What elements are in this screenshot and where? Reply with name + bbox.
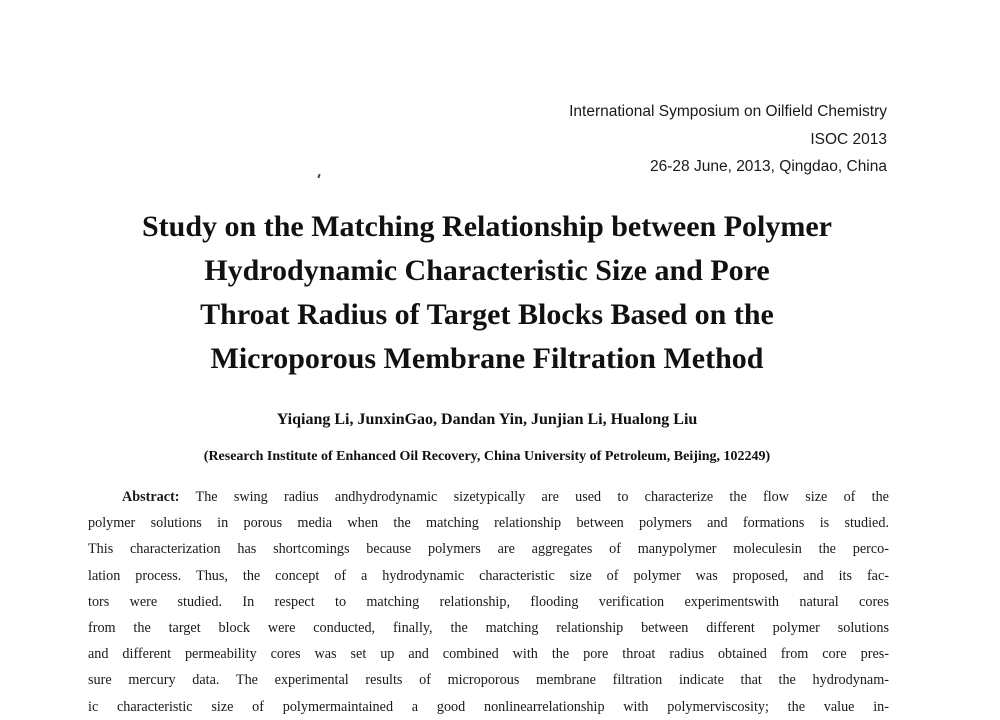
abstract-line: tors were studied. In respect to matching relationship, flooding verification experimentswith natural cores — [88, 593, 889, 610]
conference-abbreviation: ISOC 2013 — [810, 130, 887, 148]
title-line: Hydrodynamic Characteristic Size and Pore — [204, 254, 770, 287]
abstract-line: from the target block were conducted, finally, the matching relationship between different polymer solutions — [88, 619, 889, 636]
conference-date-location: 26-28 June, 2013, Qingdao, China — [650, 158, 887, 175]
author-list: Yiqiang Li, JunxinGao, Dandan Yin, Junjian Li, Hualong Liu — [276, 411, 698, 428]
author-affiliation: (Research Institute of Enhanced Oil Recovery, China University of Petroleum, Beijing, 102249) — [203, 449, 771, 464]
abstract-line: polymer solutions in porous media when the matching relationship between polymers and formations is studied. — [88, 515, 889, 532]
conference-name: International Symposium on Oilfield Chemistry — [569, 103, 887, 120]
abstract-line-text: The swing radius andhydrodynamic sizetypically are used to characterize the flow size of the — [195, 489, 889, 505]
abstract-line: sure mercury data. The experimental results of microporous membrane filtration indicate that the hydrodynam- — [88, 672, 889, 689]
paper-title — [80, 205, 894, 381]
abstract-line: and different permeability cores was set up and combined with the pore throat radius obtained from core pres- — [88, 646, 889, 663]
abstract-line — [88, 484, 889, 510]
abstract-line: ic characteristic size of polymermaintained a good nonlinearrelationship with polymerviscosity; the value in- — [88, 698, 889, 715]
conference-header — [569, 98, 887, 181]
abstract-line: This characterization has shortcomings because polymers are aggregates of manypolymer moleculesin the perco- — [88, 541, 889, 558]
title-line: Throat Radius of Target Blocks Based on the — [200, 298, 774, 331]
abstract-section — [88, 484, 889, 720]
abstract-label: Abstract: — [122, 489, 180, 505]
scan-artifact-mark — [317, 174, 320, 178]
title-line: Study on the Matching Relationship between Polymer — [142, 210, 832, 243]
title-line: Microporous Membrane Filtration Method — [210, 342, 764, 375]
abstract-line: lation process. Thus, the concept of a hydrodynamic characteristic size of polymer was proposed, and its fac- — [88, 567, 889, 584]
